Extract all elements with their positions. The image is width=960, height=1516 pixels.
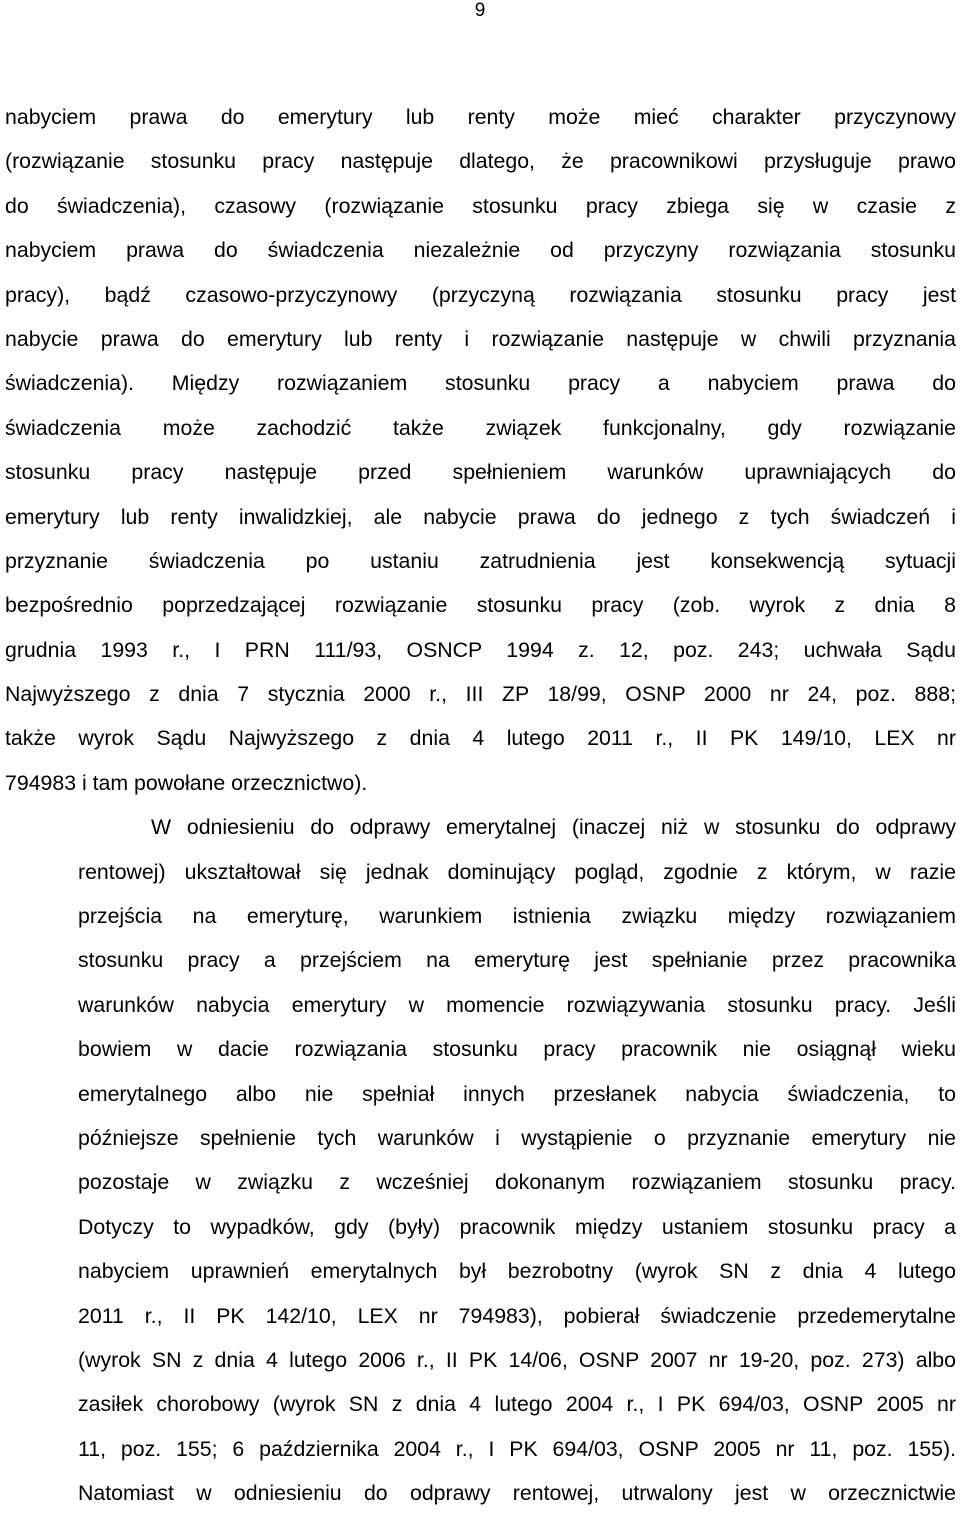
text-line: Natomiast w odniesieniu do odprawy rentowej, utrwalony jest w orzecznictwie xyxy=(78,1481,956,1506)
text-line: 11, poz. 155; 6 października 2004 r., I PK 694/03, OSNP 2005 nr 11, poz. 155). xyxy=(78,1436,956,1461)
text-line: świadczenia). Między rozwiązaniem stosunku pracy a nabyciem prawa do xyxy=(5,371,956,396)
text-line: stosunku pracy a przejściem na emeryturę jest spełnianie przez pracownika xyxy=(78,948,956,973)
text-line: pozostaje w związku z wcześniej dokonanym rozwiązaniem stosunku pracy. xyxy=(78,1170,956,1195)
text-line: pracy), bądź czasowo-przyczynowy (przyczyną rozwiązania stosunku pracy jest xyxy=(5,282,956,307)
text-line: Najwyższego z dnia 7 stycznia 2000 r., III ZP 18/99, OSNP 2000 nr 24, poz. 888; xyxy=(5,682,956,707)
text-line: (wyrok SN z dnia 4 lutego 2006 r., II PK 14/06, OSNP 2007 nr 19-20, poz. 273) albo xyxy=(78,1347,956,1372)
text-line: (rozwiązanie stosunku pracy następuje dlatego, że pracownikowi przysługuje prawo xyxy=(5,149,956,174)
text-line: bowiem w dacie rozwiązania stosunku pracy pracownik nie osiągnął wieku xyxy=(78,1037,956,1062)
text-line: bezpośrednio poprzedzającej rozwiązanie stosunku pracy (zob. wyrok z dnia 8 xyxy=(5,593,956,618)
text-line: rentowej) ukształtował się jednak dominujący pogląd, zgodnie z którym, w razie xyxy=(78,859,956,884)
text-line: emerytalnego albo nie spełniał innych przesłanek nabycia świadczenia, to xyxy=(78,1081,956,1106)
text-line: nabyciem prawa do świadczenia niezależnie od przyczyny rozwiązania stosunku xyxy=(5,238,956,263)
text-line: warunków nabycia emerytury w momencie rozwiązywania stosunku pracy. Jeśli xyxy=(78,992,956,1017)
text-line: 794983 i tam powołane orzecznictwo). xyxy=(5,770,368,795)
text-line: późniejsze spełnienie tych warunków i wystąpienie o przyznanie emerytury nie xyxy=(78,1125,956,1150)
text-line: emerytury lub renty inwalidzkiej, ale nabycie prawa do jednego z tych świadczeń i xyxy=(5,504,956,529)
document-body xyxy=(5,95,956,1516)
text-line: nabyciem prawa do emerytury lub renty może mieć charakter przyczynowy xyxy=(5,105,956,129)
paragraph-1 xyxy=(5,95,956,805)
text-line: przyznanie świadczenia po ustaniu zatrudnienia jest konsekwencją sytuacji xyxy=(5,548,956,573)
text-line: przejścia na emeryturę, warunkiem istnienia związku między rozwiązaniem xyxy=(78,904,956,929)
text-line: świadczenia może zachodzić także związek funkcjonalny, gdy rozwiązanie xyxy=(5,415,956,440)
text-line: grudnia 1993 r., I PRN 111/93, OSNCP 1994 z. 12, poz. 243; uchwała Sądu xyxy=(5,637,956,662)
text-line: W odniesieniu do odprawy emerytalnej (inaczej niż w stosunku do odprawy xyxy=(151,815,956,840)
text-line: zasiłek chorobowy (wyrok SN z dnia 4 lutego 2004 r., I PK 694/03, OSNP 2005 nr xyxy=(78,1392,956,1417)
text-line: 2011 r., II PK 142/10, LEX nr 794983), pobierał świadczenie przedemerytalne xyxy=(78,1303,956,1328)
text-line: także wyrok Sądu Najwyższego z dnia 4 lutego 2011 r., II PK 149/10, LEX nr xyxy=(5,726,956,751)
page-number: 9 xyxy=(474,0,486,21)
text-line: stosunku pracy następuje przed spełnieniem warunków uprawniających do xyxy=(5,460,956,485)
text-line: do świadczenia), czasowy (rozwiązanie stosunku pracy zbiega się w czasie z xyxy=(5,193,956,218)
text-line: nabyciem uprawnień emerytalnych był bezrobotny (wyrok SN z dnia 4 lutego xyxy=(78,1259,956,1284)
text-line: nabycie prawa do emerytury lub renty i rozwiązanie następuje w chwili przyznania xyxy=(5,326,956,351)
text-line: Dotyczy to wypadków, gdy (były) pracownik między ustaniem stosunku pracy a xyxy=(78,1214,956,1239)
paragraph-2 xyxy=(5,805,956,1515)
